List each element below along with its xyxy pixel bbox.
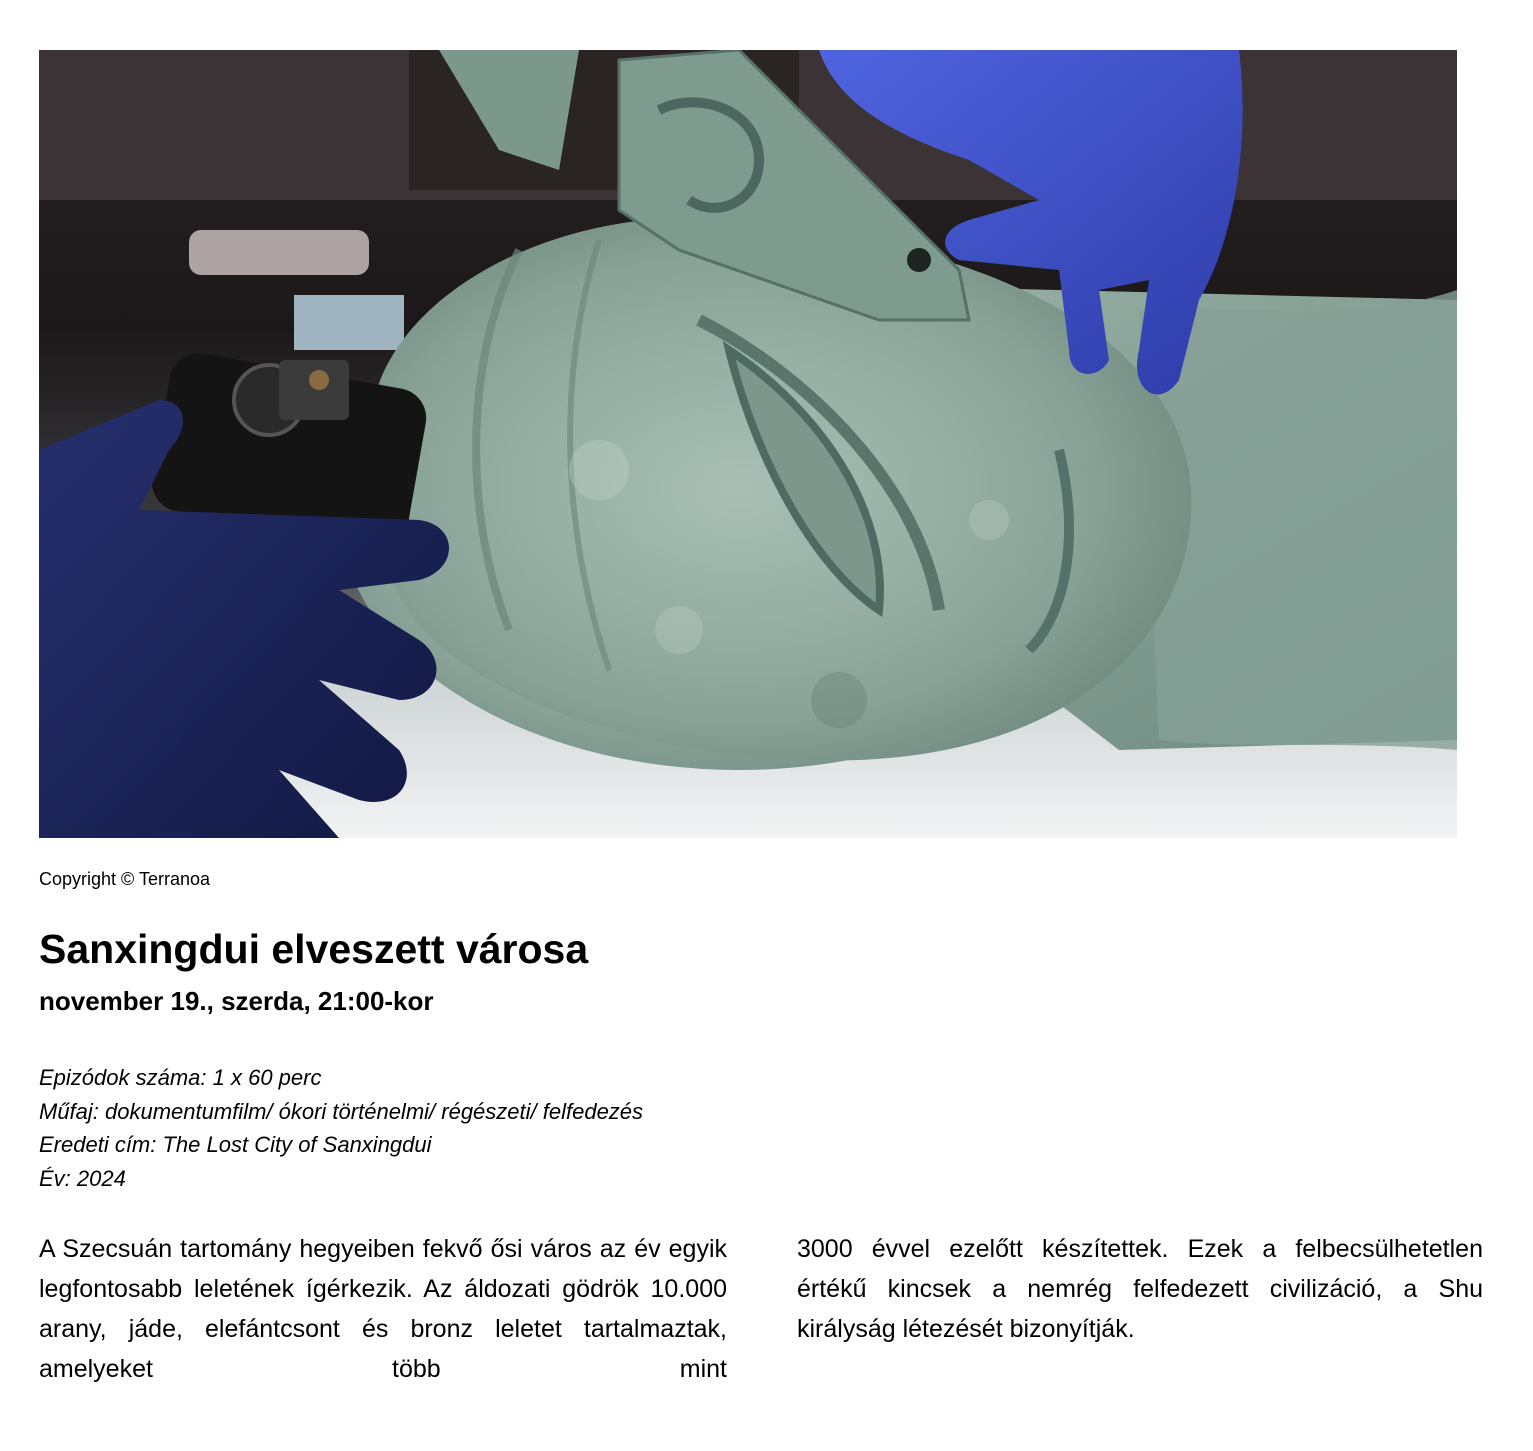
program-airtime: november 19., szerda, 21:00-kor bbox=[39, 986, 434, 1016]
year: Év: 2024 bbox=[39, 1165, 126, 1191]
program-details bbox=[39, 1061, 643, 1195]
photo-copyright-caption: Copyright © Terranoa bbox=[39, 869, 211, 889]
episode-count: Epizódok száma: 1 x 60 perc bbox=[39, 1065, 322, 1090]
description-column-2: 3000 évvel ezelőtt készítettek. Ezek a felbecsülhetetlen értékű kincsek a nemrég felfedezett civilizáció, a Shu királyság létezését bizonyítják. bbox=[797, 1235, 1483, 1343]
bronze-head-photo bbox=[39, 50, 1457, 838]
program-title: Sanxingdui elveszett városa bbox=[39, 926, 589, 972]
description-column-1: A Szecsuán tartomány hegyeiben fekvő ősi város az év egyik legfontosabb leletének ígérkezik. Az áldozati gödrök 10.000 arany, jáde, elefántcsont és bronz leletet tartalmaztak, amelyeket több mint bbox=[39, 1235, 727, 1383]
original-title: Eredeti cím: The Lost City of Sanxingdui bbox=[39, 1132, 432, 1157]
genre: Műfaj: dokumentumfilm/ ókori történelmi/ régészeti/ felfedezés bbox=[39, 1098, 644, 1124]
